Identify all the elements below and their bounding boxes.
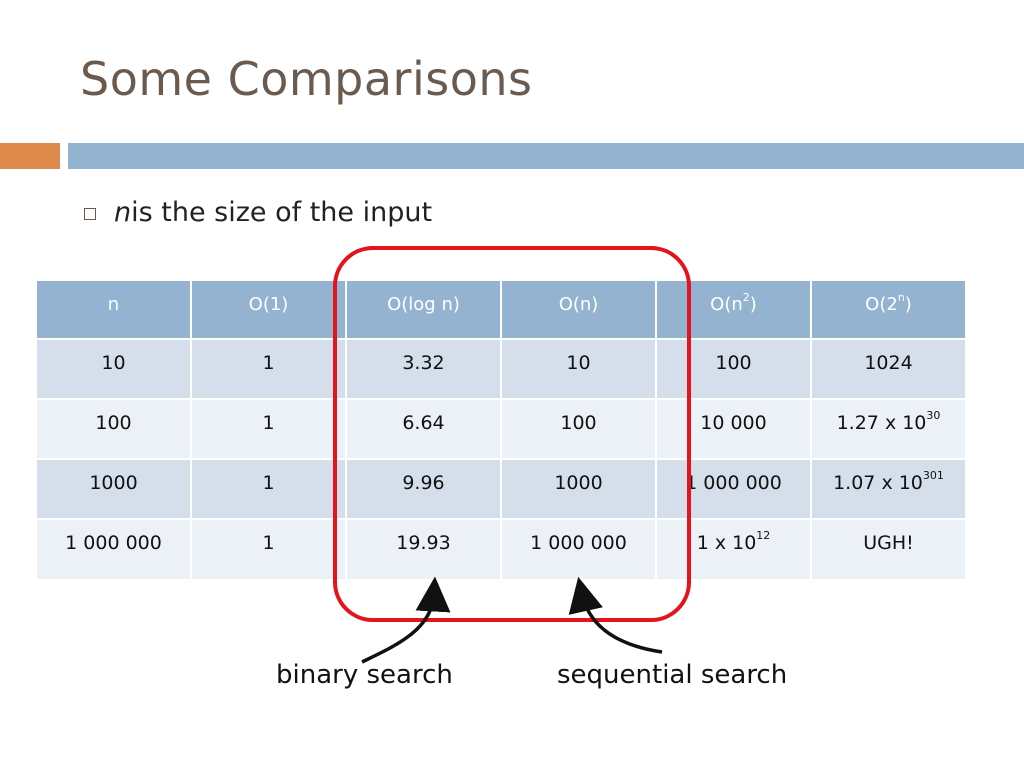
table-cell: UGH! [811,519,966,579]
header-cell: O(n) [501,281,656,339]
header-cell: O(log n) [346,281,501,339]
table-cell: 1.07 x $10^{301}$ [811,459,966,519]
header-cell: O(1) [191,281,346,339]
table-cell: 1 000 000 [656,459,811,519]
table-cell: 1 000 000 [501,519,656,579]
table-cell: 10 000 [656,399,811,459]
slide-title: Some Comparisons [80,52,533,106]
table-cell: 9.96 [346,459,501,519]
table-cell: 1 [191,339,346,399]
table-cell: 1024 [811,339,966,399]
table-row [36,519,966,579]
table-row [36,459,966,519]
table-row [36,339,966,399]
table-cell: 1 [191,399,346,459]
bullet-item [84,197,432,228]
sequential-search-arrow [582,594,662,652]
table-cell: 1000 [501,459,656,519]
table-cell: 1 [191,519,346,579]
header-cell: n [36,281,191,339]
table-cell: 10 [36,339,191,399]
table-cell: 100 [36,399,191,459]
square-bullet-icon [84,208,96,220]
table-cell: 19.93 [346,519,501,579]
table-cell: 1 [191,459,346,519]
table-cell: 1000 [36,459,191,519]
table-cell: 100 [501,399,656,459]
table-cell: 6.64 [346,399,501,459]
binary-search-arrow [362,594,434,662]
binary-search-label: binary search [276,660,453,690]
table-row [36,399,966,459]
title-accent-bar-blue [68,143,1024,169]
sequential-search-label: sequential search [557,660,788,690]
table-header-row [36,281,966,339]
title-accent-bar-orange [0,143,60,169]
table-cell: 10 [501,339,656,399]
table-cell: 100 [656,339,811,399]
header-cell: $O(n^2)$ [656,281,811,339]
table-cell: 1 000 000 [36,519,191,579]
header-cell: O(2$^n$) [811,281,966,339]
bullet-text: is the size of the input [131,197,433,228]
bullet-italic-n: n [114,197,132,228]
table-cell: 3.32 [346,339,501,399]
table-cell: 1 x $10^{12}$ [656,519,811,579]
table-cell: 1.27 x $10^{30}$ [811,399,966,459]
complexity-comparison-table [35,281,967,579]
